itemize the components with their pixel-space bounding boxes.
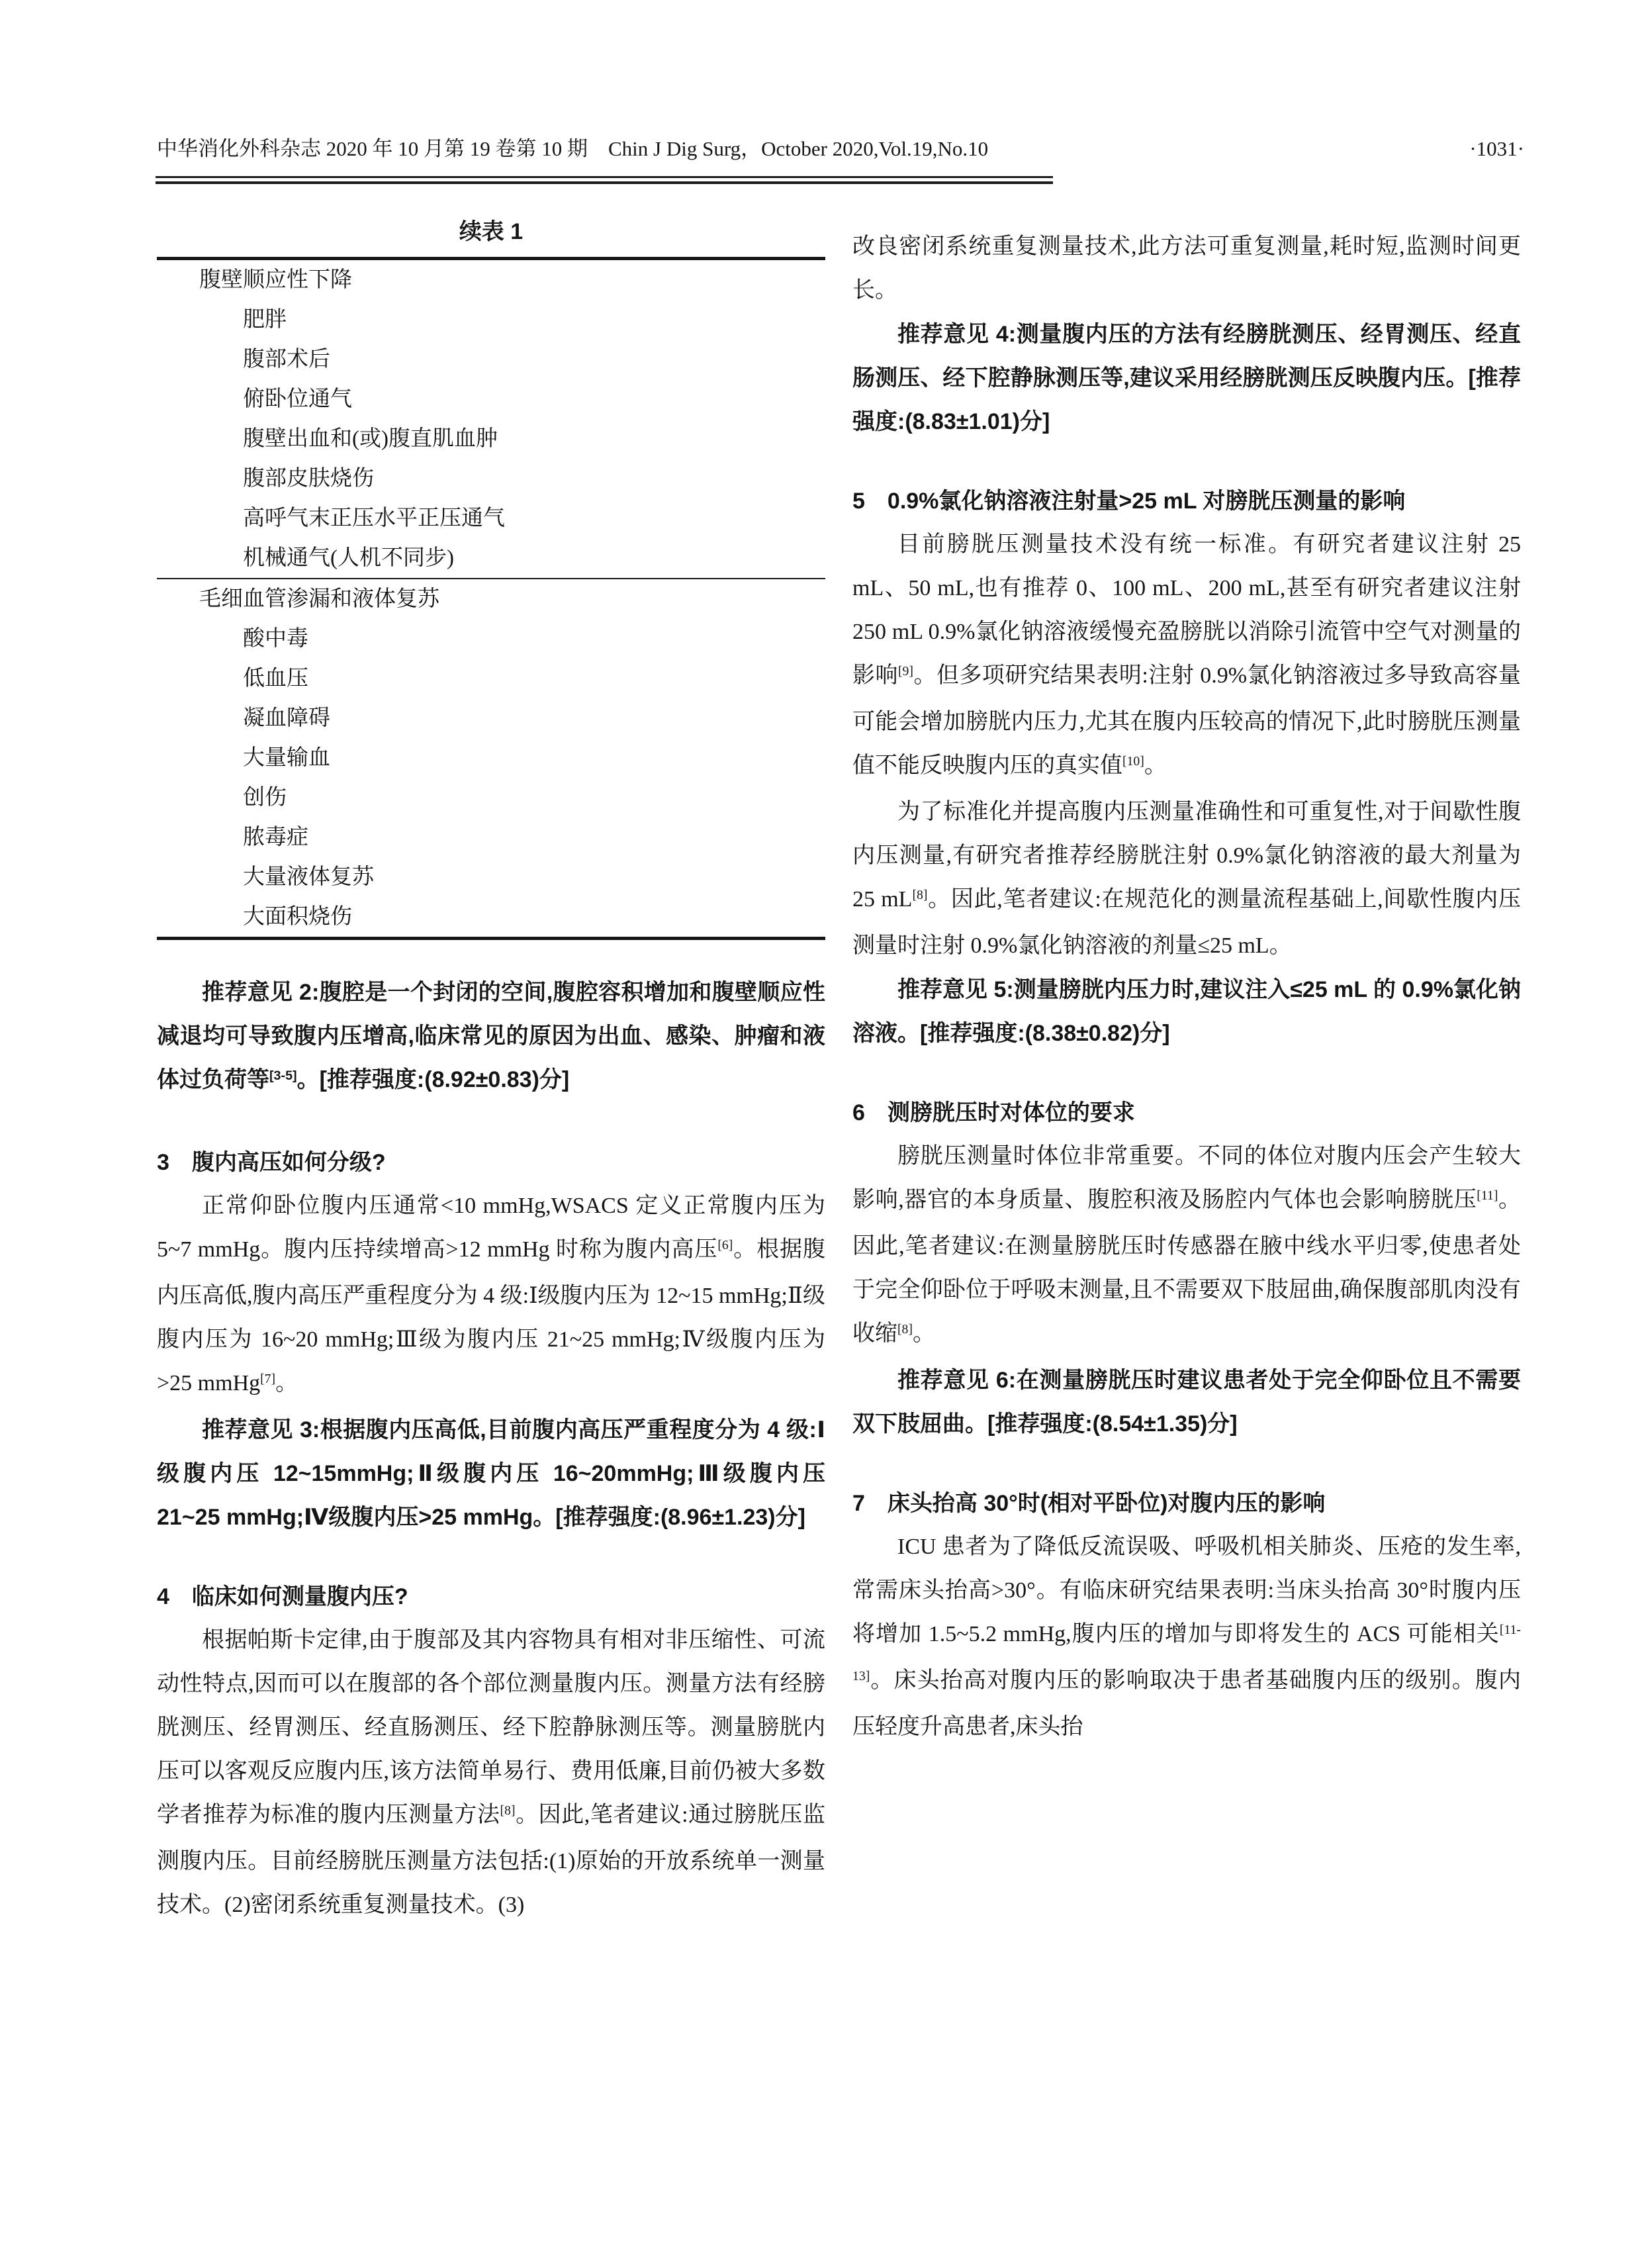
- table-row: 机械通气(人机不同步): [243, 546, 454, 570]
- section-6-paragraph: 膀胱压测量时体位非常重要。不同的体位对腹内压会产生较大影响,器官的本身质量、腹腔积液及肠腔内气体也会影响膀胱压[11]。因此,笔者建议:在测量膀胱压时传感器在腋中线水平归零,使患者处于完全仰卧位于呼吸末测量,且不需要双下肢屈曲,确保腹部肌肉没有收缩[8]。: [852, 1144, 1522, 1346]
- table-title: 续表 1: [459, 219, 524, 244]
- table-row: 高呼气末正压水平正压通气: [243, 506, 505, 530]
- recommendation-6-paragraph: 推荐意见 6:在测量膀胱压时建议患者处于完全仰卧位且不需要双下肢屈曲。[推荐强度:(8.54±1.35)分]: [852, 1368, 1521, 1437]
- section-7-heading: 7 床头抬高 30°时(相对平卧位)对腹内压的影响: [852, 1491, 1326, 1516]
- table-row: 腹部术后: [243, 348, 330, 371]
- continuation-paragraph: 改良密闭系统重复测量技术,此方法可重复测量,耗时短,监测时间更长。: [852, 234, 1521, 303]
- table-row: 低血压: [243, 667, 308, 690]
- table-row: 大量液体复苏: [243, 865, 374, 889]
- recommendation-2-paragraph: 推荐意见 2:腹腔是一个封闭的空间,腹腔容积增加和腹壁顺应性减退均可导致腹内压增高,临床常见的原因为出血、感染、肿瘤和液体过负荷等[3-5]。[推荐强度:(8.92±0.83)分]: [157, 980, 825, 1092]
- table-row: 毛细血管渗漏和液体复苏: [199, 587, 439, 611]
- table-row: 创伤: [243, 786, 287, 810]
- table-row: 腹壁出血和(或)腹直肌血肿: [243, 427, 498, 451]
- section-3-heading: 3 腹内高压如何分级?: [157, 1150, 386, 1175]
- table-row: 大面积烧伤: [243, 905, 352, 929]
- continued-table-1: [157, 257, 825, 940]
- section-5-paragraph-1: 目前膀胱压测量技术没有统一标准。有研究者建议注射 25 mL、50 mL,也有推荐 0、100 mL、200 mL,甚至有研究者建议注射 250 mL 0.9%氯化钠溶液缓慢充盈膀胱以消除引流管中空气对测量的影响[9]。但多项研究结果表明:注射 0.9%氯化钠溶液过多导致高容量可能会增加膀胱内压力,尤其在腹内压较高的情况下,此时膀胱压测量值不能反映腹内压的真实值[10]。: [852, 532, 1521, 778]
- table-group: [157, 260, 825, 578]
- table-row: 肥胖: [243, 308, 287, 332]
- section-5-heading: 5 0.9%氯化钠溶液注射量>25 mL 对膀胱压测量的影响: [852, 489, 1406, 514]
- section-7-paragraph: ICU 患者为了降低反流误吸、呼吸机相关肺炎、压疮的发生率,常需床头抬高>30°。有临床研究结果表明:当床头抬高 30°时腹内压将增加 1.5~5.2 mmHg,腹内压的增加与即将发生的 ACS 可能相关[11-13]。床头抬高对腹内压的影响取决于患者基础腹内压的级别。腹内压轻度升高患者,床头抬: [852, 1535, 1521, 1739]
- section-4-paragraph: 根据帕斯卡定律,由于腹部及其内容物具有相对非压缩性、可流动性特点,因而可以在腹部的各个部位测量腹内压。测量方法有经膀胱测压、经胃测压、经直肠测压、经下腔静脉测压等。测量膀胱内压可以客观反应腹内压,该方法简单易行、费用低廉,目前仍被大多数学者推荐为标准的腹内压测量方法[8]。因此,笔者建议:通过膀胱压监测腹内压。目前经膀胱压测量方法包括:(1)原始的开放系统单一测量技术。(2)密闭系统重复测量技术。(3): [157, 1628, 825, 1917]
- recommendation-4-paragraph: 推荐意见 4:测量腹内压的方法有经膀胱测压、经胃测压、经直肠测压、经下腔静脉测压等,建议采用经膀胱测压反映腹内压。[推荐强度:(8.83±1.01)分]: [852, 322, 1521, 434]
- table-row: 凝血障碍: [243, 706, 330, 730]
- section-5-paragraph-2: 为了标准化并提高腹内压测量准确性和可重复性,对于间歇性腹内压测量,有研究者推荐经膀胱注射 0.9%氯化钠溶液的最大剂量为 25 mL[8]。因此,笔者建议:在规范化的测量流程基础上,间歇性腹内压测量时注射 0.9%氯化钠溶液的剂量≤25 mL。: [852, 800, 1521, 958]
- right-column: [852, 225, 1521, 1749]
- table-group: [157, 578, 825, 937]
- table-row: 腹部皮肤烧伤: [243, 467, 374, 491]
- recommendation-3-paragraph: 推荐意见 3:根据腹内压高低,目前腹内高压严重程度分为 4 级:Ⅰ级腹内压 12~15mmHg;Ⅱ级腹内压 16~20mmHg;Ⅲ级腹内压 21~25 mmHg;Ⅳ级腹内压>25 mmHg。[推荐强度:(8.96±1.23)分]: [157, 1417, 825, 1530]
- recommendation-5-paragraph: 推荐意见 5:测量膀胱内压力时,建议注入≤25 mL 的 0.9%氯化钠溶液。[推荐强度:(8.38±0.82)分]: [852, 977, 1521, 1046]
- page-header: [157, 135, 1524, 165]
- header-rule: [156, 176, 1053, 184]
- section-3-paragraph: 正常仰卧位腹内压通常<10 mmHg,WSACS 定义正常腹内压为 5~7 mmHg。腹内压持续增高>12 mmHg 时称为腹内高压[6]。根据腹内压高低,腹内高压严重程度分为 4 级:Ⅰ级腹内压为 12~15 mmHg;Ⅱ级腹内压为 16~20 mmHg;Ⅲ级为腹内压 21~25 mmHg;Ⅳ级腹内压为>25 mmHg[7]。: [157, 1194, 826, 1395]
- table-row: 腹壁顺应性下降: [199, 268, 352, 292]
- journal-title-line: 中华消化外科杂志 2020 年 10 月第 19 卷第 10 期 Chin J Dig Surg，October 2020,Vol.19,No.10: [157, 137, 989, 160]
- table-row: 大量输血: [243, 746, 330, 770]
- page-number: ·1031·: [1469, 137, 1524, 160]
- section-4-heading: 4 临床如何测量腹内压?: [157, 1584, 408, 1609]
- table-row: 脓毒症: [243, 826, 308, 849]
- table-row: 酸中毒: [243, 627, 308, 651]
- section-6-heading: 6 测膀胱压时对体位的要求: [852, 1100, 1135, 1125]
- table-row: 俯卧位通气: [243, 387, 352, 411]
- left-column: [157, 212, 825, 1927]
